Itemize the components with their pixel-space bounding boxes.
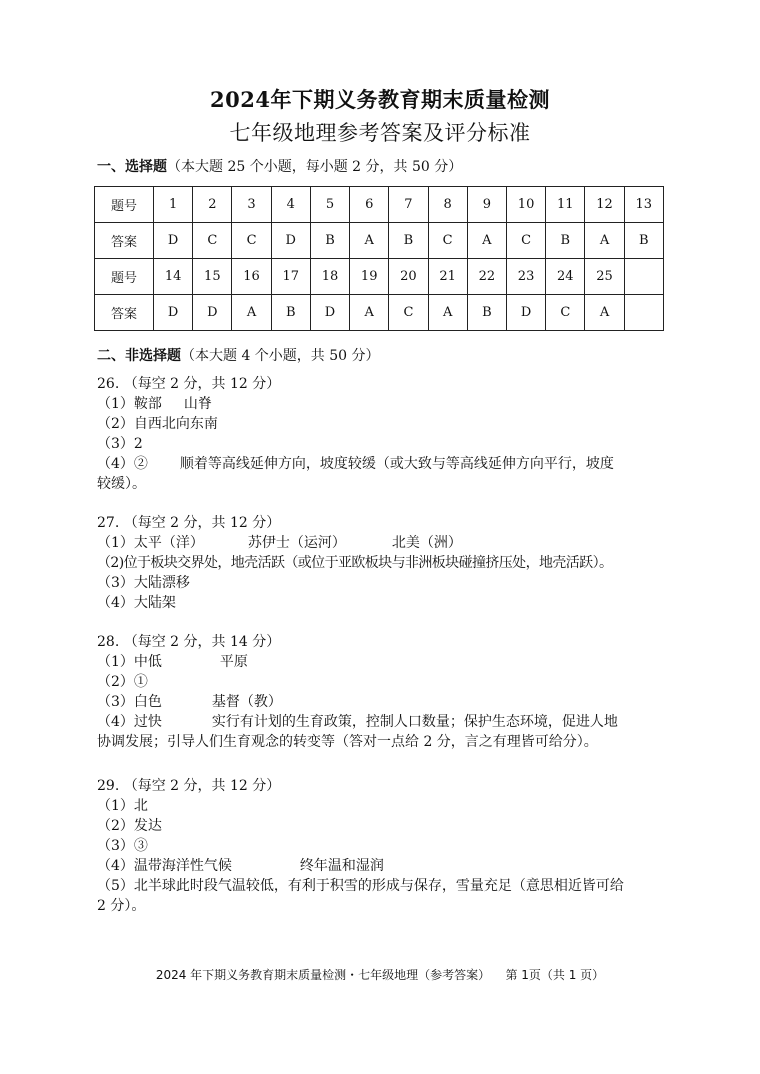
q27-line-1 xyxy=(97,533,677,553)
table-cell: 17 xyxy=(271,259,310,295)
q29-answer-4a: （4）温带海洋性气候 xyxy=(97,858,232,874)
table-cell: D xyxy=(271,223,310,259)
table-cell: 23 xyxy=(506,259,545,295)
q26-line-5: 较缓）。 xyxy=(97,476,146,492)
table-cell: A xyxy=(585,295,624,331)
table-cell: D xyxy=(154,295,193,331)
table-cell: 10 xyxy=(506,187,545,223)
table-row xyxy=(95,259,664,295)
table-cell: 5 xyxy=(310,187,349,223)
q28-line-1 xyxy=(97,652,677,672)
q27-answer-1c: 北美（洲） xyxy=(391,535,462,551)
table-cell: 24 xyxy=(546,259,585,295)
table-cell: B xyxy=(271,295,310,331)
table-cell: A xyxy=(428,295,467,331)
q26-head: 26. （每空 2 分，共 12 分） xyxy=(97,376,281,392)
table-cell: A xyxy=(350,295,389,331)
table-cell: B xyxy=(310,223,349,259)
section1-desc: （本大题 25 个小题，每小题 2 分，共 50 分） xyxy=(167,159,463,175)
table-cell: 答案 xyxy=(95,295,154,331)
section2-title: 二、非选择题 xyxy=(97,348,181,364)
q26-line-1 xyxy=(97,394,677,414)
q28-answer-1b: 平原 xyxy=(219,654,248,670)
table-cell: A xyxy=(467,223,506,259)
table-cell: B xyxy=(624,223,663,259)
section1-heading xyxy=(97,156,462,176)
q26-answer-1b: 山脊 xyxy=(183,396,212,412)
table-cell: D xyxy=(193,295,232,331)
table-cell: D xyxy=(154,223,193,259)
table-cell: 11 xyxy=(546,187,585,223)
table-cell: C xyxy=(546,295,585,331)
answer-table xyxy=(94,186,664,331)
q28-answer-1a: （1）中低 xyxy=(97,654,162,670)
q26-answer-4b: 顺着等高线延伸方向，坡度较缓（或大致与等高线延伸方向平行，坡度 xyxy=(179,456,614,472)
q29-line-1: （1）北 xyxy=(97,798,148,814)
q26-line-2: （2）自西北向东南 xyxy=(97,416,218,432)
q28-line-2: （2）① xyxy=(97,674,148,690)
table-cell: 12 xyxy=(585,187,624,223)
q29-head: 29. （每空 2 分，共 12 分） xyxy=(97,778,281,794)
page-footer: 2024 年下期义务教育期末质量检测・七年级地理（参考答案） 第 1页（共 1 页） xyxy=(155,968,605,982)
q27-line-4: （4）大陆架 xyxy=(97,595,176,611)
question-29 xyxy=(97,776,677,916)
q29-answer-4b: 终年温和湿润 xyxy=(299,858,384,874)
table-cell: 3 xyxy=(232,187,271,223)
table-cell: B xyxy=(389,223,428,259)
q27-line-3: （3）大陆漂移 xyxy=(97,575,190,591)
q28-line-3 xyxy=(97,692,677,712)
question-26 xyxy=(97,374,677,494)
question-28 xyxy=(97,632,677,752)
table-row xyxy=(95,187,664,223)
page-subtitle: 七年级地理参考答案及评分标准 xyxy=(229,121,531,145)
q28-head: 28. （每空 2 分，共 14 分） xyxy=(97,634,281,650)
table-cell: 15 xyxy=(193,259,232,295)
table-cell: 6 xyxy=(350,187,389,223)
table-cell: 8 xyxy=(428,187,467,223)
q29-line-2: （2）发达 xyxy=(97,818,162,834)
table-row xyxy=(95,295,664,331)
table-cell: 20 xyxy=(389,259,428,295)
table-cell xyxy=(624,295,663,331)
table-cell: 14 xyxy=(154,259,193,295)
table-cell: C xyxy=(389,295,428,331)
q28-answer-3a: （3）白色 xyxy=(97,694,162,710)
table-cell: 4 xyxy=(271,187,310,223)
table-cell: 22 xyxy=(467,259,506,295)
q26-answer-4a: （4）② xyxy=(97,456,148,472)
table-cell: 9 xyxy=(467,187,506,223)
table-cell: B xyxy=(467,295,506,331)
table-cell: 21 xyxy=(428,259,467,295)
table-cell: A xyxy=(232,295,271,331)
table-cell: B xyxy=(546,223,585,259)
q29-line-4 xyxy=(97,856,677,876)
section2-desc: （本大题 4 个小题，共 50 分） xyxy=(181,348,380,364)
table-cell: C xyxy=(193,223,232,259)
table-cell: 2 xyxy=(193,187,232,223)
table-row xyxy=(95,223,664,259)
q27-line-2: （2)位于板块交界处，地壳活跃（或位于亚欧板块与非洲板块碰撞挤压处，地壳活跃）。 xyxy=(97,555,613,571)
q29-line-3: （3）③ xyxy=(97,838,148,854)
q28-line-5: 协调发展；引导人们生育观念的转变等（答对一点给 2 分，言之有理皆可给分）。 xyxy=(97,734,598,750)
table-cell: 19 xyxy=(350,259,389,295)
table-cell: 题号 xyxy=(95,259,154,295)
table-cell: 16 xyxy=(232,259,271,295)
q27-answer-1a: （1）太平（洋） xyxy=(97,535,204,551)
q29-line-6: 2 分）。 xyxy=(97,898,146,914)
q27-head: 27. （每空 2 分，共 12 分） xyxy=(97,515,281,531)
q28-answer-3b: 基督（教） xyxy=(211,694,282,710)
table-cell xyxy=(624,259,663,295)
q29-line-5: （5）北半球此时段气温较低，有利于积雪的形成与保存，雪量充足（意思相近皆可给 xyxy=(97,878,624,894)
q26-line-3: （3）2 xyxy=(97,436,143,452)
table-cell: 题号 xyxy=(95,187,154,223)
table-cell: A xyxy=(350,223,389,259)
table-cell: D xyxy=(506,295,545,331)
page-title: 2024年下期义务教育期末质量检测 xyxy=(210,87,550,112)
table-cell: 13 xyxy=(624,187,663,223)
q27-answer-1b: 苏伊士（运河） xyxy=(247,535,346,551)
table-cell: D xyxy=(310,295,349,331)
table-cell: A xyxy=(585,223,624,259)
q28-answer-4b: 实行有计划的生育政策，控制人口数量；保护生态环境，促进人地 xyxy=(211,714,618,730)
table-cell: 答案 xyxy=(95,223,154,259)
q28-line-4 xyxy=(97,712,677,732)
table-cell: 7 xyxy=(389,187,428,223)
q26-answer-1a: （1）鞍部 xyxy=(97,396,162,412)
q28-answer-4a: （4）过快 xyxy=(97,714,162,730)
section1-title: 一、选择题 xyxy=(97,159,167,175)
q26-line-4 xyxy=(97,454,677,474)
section2-heading xyxy=(97,345,380,365)
table-cell: C xyxy=(506,223,545,259)
table-cell: 18 xyxy=(310,259,349,295)
table-cell: C xyxy=(428,223,467,259)
question-27 xyxy=(97,513,677,613)
table-cell: 25 xyxy=(585,259,624,295)
table-cell: C xyxy=(232,223,271,259)
table-cell: 1 xyxy=(154,187,193,223)
